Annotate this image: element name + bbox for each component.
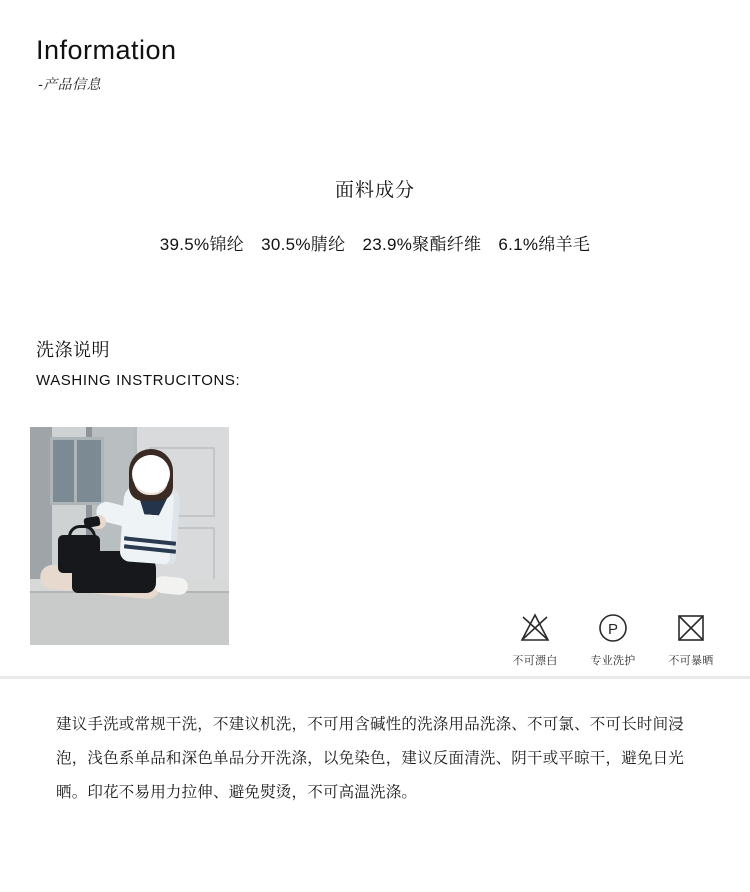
- model-photo: [30, 427, 229, 645]
- section-divider: [0, 676, 750, 679]
- care-symbols: [500, 608, 726, 668]
- washing-instructions-text: 建议手洗或常规干洗，不建议机洗，不可用含碱性的洗涤用品洗涤、不可氯、不可长时间浸泡，浅色系单品和深色单品分开洗涤，以免染色，建议反面清洗、阴干或平晾干，避免日光晒。印花不易用力拉伸、避免熨烫，不可高温洗涤。: [56, 716, 685, 801]
- page-title: Information: [36, 35, 177, 65]
- fabric-component: 30.5%腈纶: [261, 235, 346, 254]
- care-symbol-no-sun-dry: [656, 608, 726, 668]
- fabric-composition-list: [0, 230, 750, 255]
- care-symbol-label: 不可暴晒: [668, 655, 714, 667]
- washing-section-title-cn: 洗涤说明: [36, 340, 110, 360]
- care-symbol-label: 专业洗护: [590, 655, 636, 667]
- no-bleach-icon: [500, 608, 570, 648]
- fabric-section-title: 面料成分: [334, 180, 415, 201]
- photo-face-blur-mask: [132, 455, 170, 493]
- care-symbol-professional-care: [578, 608, 648, 668]
- washing-section-title-en: WASHING INSTRUCITONS:: [36, 372, 241, 389]
- care-symbol-no-bleach: [500, 608, 570, 668]
- photo-window: [50, 437, 104, 505]
- page-header: [36, 34, 177, 94]
- care-symbol-label: 不可漂白: [512, 655, 558, 667]
- page-subtitle: -产品信息: [38, 76, 102, 93]
- svg-text:P: P: [607, 621, 619, 638]
- fabric-component: 23.9%聚酯纤维: [362, 235, 482, 254]
- fabric-component: 39.5%锦纶: [159, 235, 245, 254]
- no-sun-dry-icon: [656, 608, 726, 648]
- professional-care-icon: [578, 608, 648, 648]
- fabric-component: 6.1%绵羊毛: [498, 235, 591, 254]
- photo-handbag: [58, 535, 100, 573]
- photo-ground: [30, 591, 229, 645]
